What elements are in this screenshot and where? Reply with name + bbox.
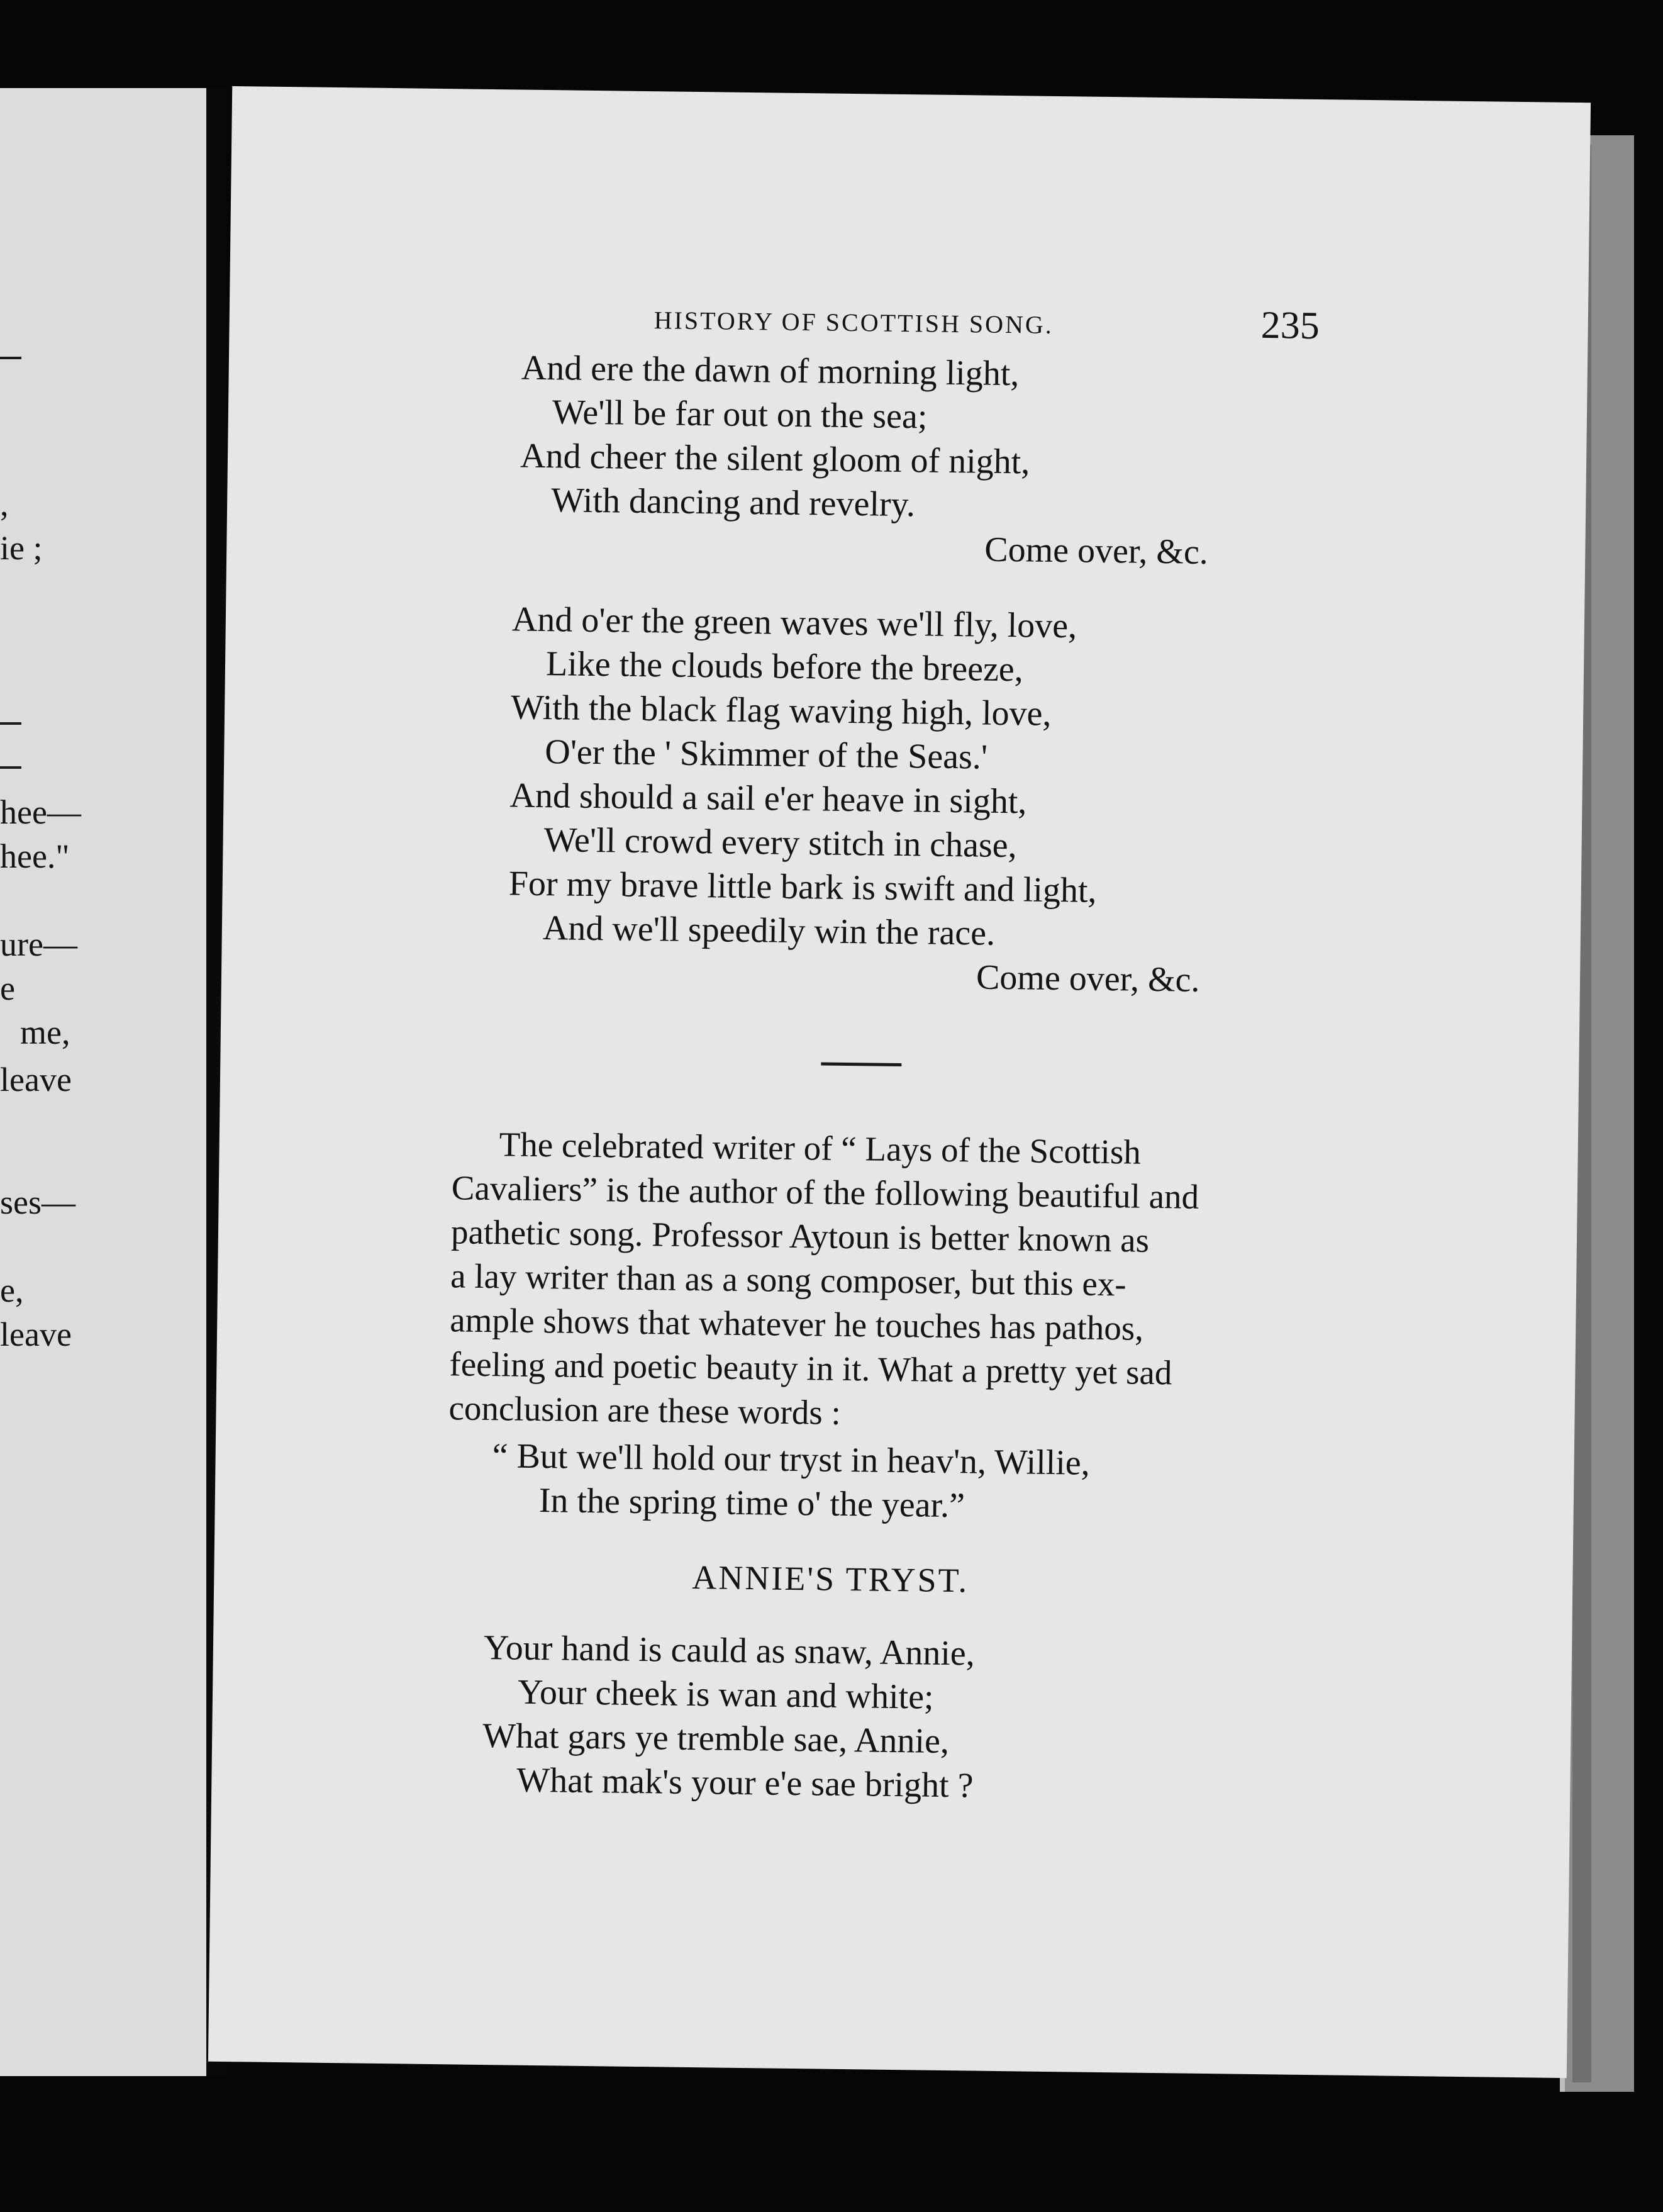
verse-line: With the black flag waving high, love,: [510, 688, 1052, 734]
verse-line: And should a sail e'er heave in sight,: [509, 776, 1027, 822]
verse-line: What gars ye tremble sae, Annie,: [482, 1716, 950, 1762]
running-head-block: [232, 86, 1591, 348]
verse-line: And o'er the green waves we'll fly, love,: [511, 600, 1077, 646]
text-fragment: ure—: [0, 925, 77, 963]
page-235: [208, 86, 1591, 2078]
verse-line: O'er the ' Skimmer of the Seas.': [544, 732, 988, 777]
verse-line: What mak's your e'e sae bright ?: [516, 1760, 974, 1806]
verse-line: Your cheek is wan and white;: [517, 1672, 934, 1717]
text-fragment: e,: [0, 1271, 24, 1309]
verse-line: For my brave little bark is swift and light,: [508, 864, 1097, 910]
song-title: ANNIE'S TRYST.: [691, 1558, 969, 1600]
refrain-line: Come over, &c.: [976, 958, 1200, 1000]
refrain-line: Come over, &c.: [984, 530, 1209, 572]
paragraph-line: a lay writer than as a song composer, but this ex-: [450, 1256, 1127, 1304]
paragraph-line: ample shows that whatever he touches has pathos,: [449, 1300, 1144, 1348]
paragraph-line: pathetic song. Professor Aytoun is better known as: [450, 1212, 1150, 1260]
running-head: HISTORY OF SCOTTISH SONG.: [654, 306, 1054, 339]
quote-line: In the spring time o' the year.”: [538, 1481, 965, 1526]
rule-mark: [0, 766, 21, 769]
text-fragment: hee.": [0, 837, 70, 875]
paragraph-line: feeling and poetic beauty in it. What a pretty yet sad: [449, 1344, 1172, 1392]
facing-page: [0, 88, 206, 2076]
verse-line: Like the clouds before the breeze,: [545, 644, 1024, 690]
text-fragment: ie ;: [0, 529, 43, 567]
text-fragment: ses—: [0, 1183, 75, 1221]
text-fragment: hee—: [0, 793, 81, 831]
rule-mark: [0, 722, 21, 725]
paragraph-line: The celebrated writer of “ Lays of the Scottish: [499, 1125, 1142, 1171]
rule-mark: [0, 357, 21, 359]
verse-line: With dancing and revelry.: [550, 481, 916, 525]
text-fragment: leave: [0, 1315, 72, 1353]
verse-line: Your hand is cauld as snaw, Annie,: [483, 1628, 976, 1673]
verse-line: We'll crowd every stitch in chase,: [543, 820, 1017, 866]
text-fragment: e: [0, 969, 15, 1007]
text-fragment: ,: [0, 485, 9, 523]
text-fragment: me,: [20, 1014, 70, 1051]
verse-line: We'll be far out on the sea;: [552, 393, 928, 437]
verse-line: And cheer the silent gloom of night,: [520, 436, 1030, 482]
text-fragment: leave: [0, 1061, 72, 1098]
quote-line: “ But we'll hold our tryst in heav'n, Willie,: [492, 1436, 1091, 1483]
verse-line: And ere the dawn of morning light,: [521, 348, 1020, 394]
verse-line: And we'll speedily win the race.: [542, 908, 996, 953]
paragraph-line: conclusion are these words :: [448, 1388, 842, 1432]
page-number: 235: [1260, 303, 1320, 348]
paragraph-line: Cavaliers” is the author of the following beautiful and: [451, 1168, 1199, 1216]
section-divider: [821, 1062, 901, 1066]
